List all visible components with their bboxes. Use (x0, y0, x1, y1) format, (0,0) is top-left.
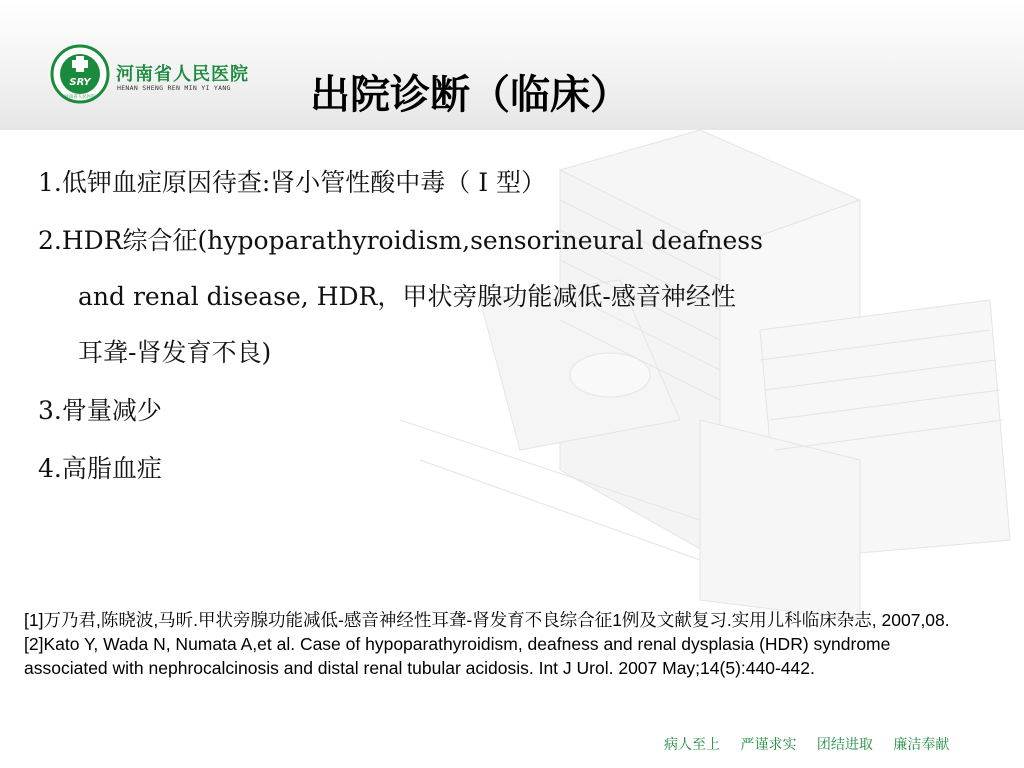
logo-ring-text: 河南省人民医院 (64, 95, 96, 100)
diagnosis-item-3: 3.骨量减少 (38, 396, 162, 425)
diagnosis-item-2-line-2: and renal disease, HDR，甲状旁腺功能减低-感音神经性 (78, 282, 736, 311)
page-title: 出院诊断（临床） (310, 72, 630, 118)
slogan-4: 廉洁奉献 (893, 737, 950, 753)
slogan-bar (664, 734, 949, 754)
reference-2: [2]Kato Y, Wada N, Numata A,et al. Case of hypoparathyroidism, deafness and renal dysplasia (HDR) syndrome associated with nephrocalcinosis and distal renal tubular acidosis. Int J Urol. 2007 May;14(5):440-442. (24, 634, 891, 678)
diagnosis-item-2 (38, 221, 968, 373)
diagnosis-list (38, 163, 968, 507)
diagnosis-item-2-line-3: 耳聋-肾发育不良) (78, 338, 272, 367)
hospital-name-cn: 河南省人民医院 (116, 64, 249, 85)
references (24, 608, 969, 680)
logo-initials: SRY (69, 77, 91, 88)
slogan-2: 严谨求实 (740, 737, 797, 753)
hospital-name-en: HENAN SHENG REN MIN YI YANG (117, 84, 231, 92)
slogan-3: 团结进取 (816, 737, 873, 753)
diagnosis-item-2-text: 2.HDR综合征(hypoparathyroidism,sensorineural deafness (38, 226, 763, 255)
slogan-1: 病人至上 (664, 737, 720, 753)
diagnosis-item-1: 1.低钾血症原因待查:肾小管性酸中毒（ I 型） (38, 168, 547, 197)
reference-1: [1]万乃君,陈晓波,马昕.甲状旁腺功能减低-感音神经性耳聋-肾发育不良综合征1例及文献复习.实用儿科临床杂志, 2007,08. (24, 610, 950, 630)
diagnosis-item-4: 4.高脂血症 (38, 454, 162, 483)
hospital-logo (50, 44, 110, 104)
